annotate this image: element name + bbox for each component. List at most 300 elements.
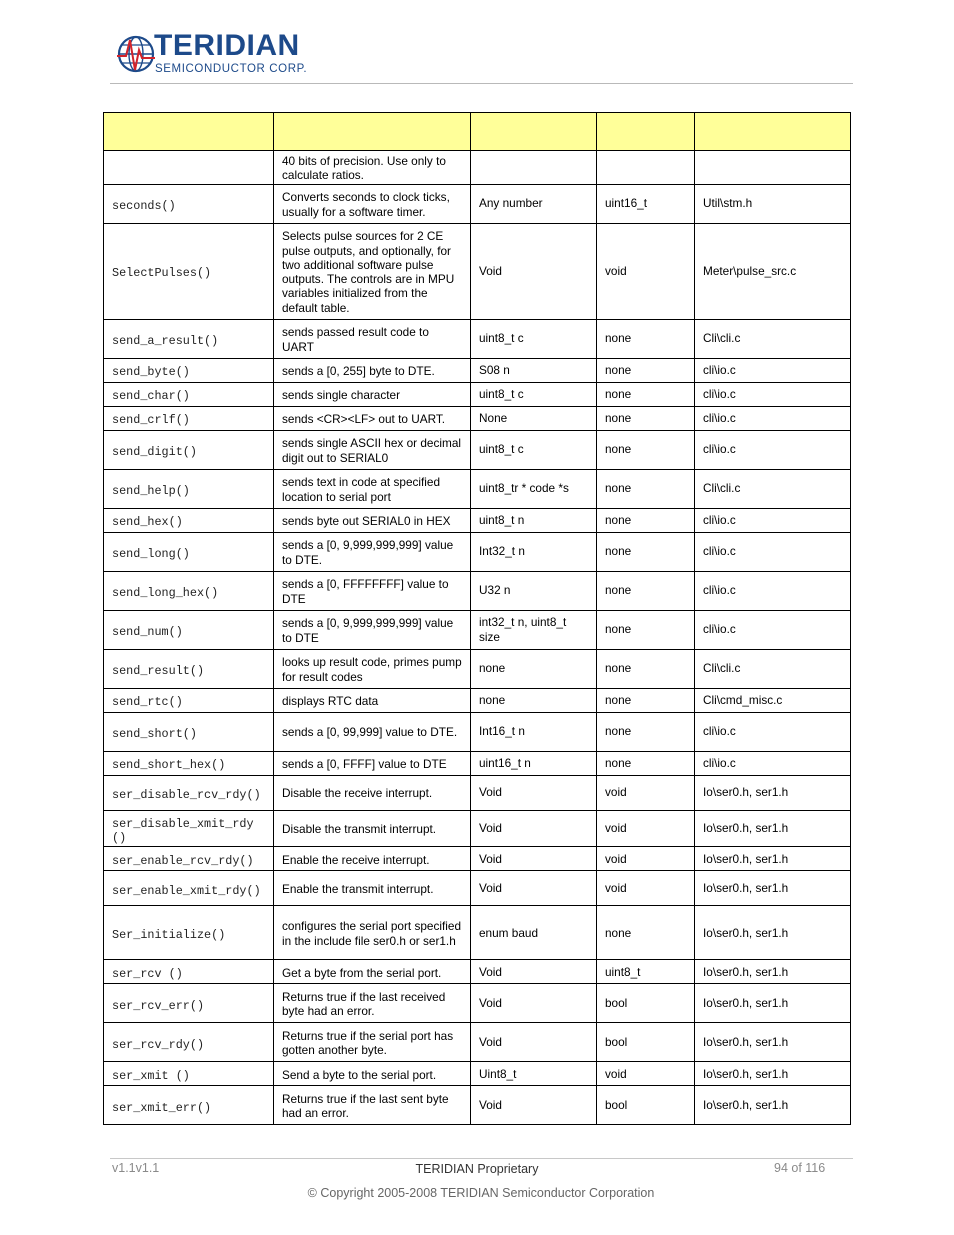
- source-file-text: cli\io.c: [703, 386, 736, 401]
- return-type-cell: [597, 382, 695, 406]
- return-type-text: bool: [605, 1098, 628, 1113]
- table-row: [104, 649, 851, 688]
- return-type-text: none: [605, 661, 632, 676]
- return-type-text: none: [605, 544, 632, 559]
- source-file-text: Cli\cmd_misc.c: [703, 692, 783, 707]
- footer-copyright: © Copyright 2005-2008 TERIDIAN Semiconductor Corporation: [307, 1186, 655, 1200]
- return-type-text: none: [605, 724, 632, 739]
- table-row: [104, 469, 851, 508]
- description-cell: [274, 960, 471, 984]
- source-file-cell: [695, 532, 851, 571]
- parameters-text: Int16_t n: [479, 724, 525, 739]
- function-name-cell: [104, 223, 274, 319]
- description-cell: [274, 469, 471, 508]
- parameters-cell: [471, 871, 597, 906]
- function-name-cell: [104, 571, 274, 610]
- source-file-text: Cli\cli.c: [703, 331, 741, 346]
- description-cell: [274, 984, 471, 1023]
- function-name-text: ser_rcv (): [112, 967, 183, 982]
- return-type-cell: [597, 984, 695, 1023]
- return-type-cell: [597, 1062, 695, 1086]
- description-cell: [274, 751, 471, 775]
- source-file-text: Cli\cli.c: [703, 481, 741, 496]
- return-type-text: uint8_t: [605, 964, 641, 979]
- table-row: [104, 382, 851, 406]
- function-name-text: Ser_initialize(): [112, 928, 226, 943]
- parameters-cell: [471, 382, 597, 406]
- source-file-text: cli\io.c: [703, 622, 736, 637]
- description-text: sends a [0, FFFFFFFF] value to DTE: [282, 577, 449, 606]
- function-name-text: send_help(): [112, 483, 190, 498]
- return-type-text: void: [605, 785, 627, 800]
- description-cell: [274, 871, 471, 906]
- description-text: sends single character: [282, 387, 401, 402]
- parameters-text: uint16_t n: [479, 755, 531, 770]
- parameters-cell: [471, 960, 597, 984]
- source-file-cell: [695, 469, 851, 508]
- source-file-cell: [695, 871, 851, 906]
- function-name-text: ser_disable_rcv_rdy(): [112, 787, 261, 802]
- footer-proprietary: TERIDIAN Proprietary: [415, 1162, 539, 1176]
- return-type-cell: [597, 508, 695, 532]
- function-name-cell: [104, 184, 274, 223]
- parameters-cell: [471, 1086, 597, 1125]
- description-cell: [274, 649, 471, 688]
- source-file-text: Io\ser0.h, ser1.h: [703, 785, 789, 800]
- parameters-text: Uint8_t: [479, 1066, 517, 1081]
- return-type-cell: [597, 688, 695, 712]
- function-name-cell: [104, 610, 274, 649]
- description-cell: [274, 610, 471, 649]
- description-cell: [274, 406, 471, 430]
- parameters-text: none: [479, 661, 506, 676]
- description-text: sends <CR><LF> out to UART.: [282, 411, 446, 426]
- source-file-text: Cli\cli.c: [703, 661, 741, 676]
- function-name-text: ser_xmit_err(): [112, 1100, 212, 1115]
- function-name-text: send_long_hex(): [112, 585, 219, 600]
- return-type-text: void: [605, 851, 627, 866]
- parameters-cell: [471, 358, 597, 382]
- description-cell: [274, 688, 471, 712]
- return-type-cell: [597, 810, 695, 847]
- table-row: [104, 508, 851, 532]
- table-row: [104, 151, 851, 185]
- table-row: [104, 1086, 851, 1125]
- source-file-cell: [695, 649, 851, 688]
- table-row: [104, 810, 851, 847]
- source-file-cell: [695, 406, 851, 430]
- function-name-cell: [104, 532, 274, 571]
- header-cell: [274, 113, 471, 151]
- description-text: Enable the receive interrupt.: [282, 852, 430, 867]
- source-file-text: Io\ser0.h, ser1.h: [703, 1098, 789, 1113]
- function-name-cell: [104, 712, 274, 751]
- description-cell: [274, 847, 471, 871]
- description-text: Returns true if the serial port has gotten another byte.: [282, 1028, 454, 1058]
- source-file-text: Io\ser0.h, ser1.h: [703, 964, 789, 979]
- parameters-cell: [471, 469, 597, 508]
- table-row: [104, 184, 851, 223]
- function-name-text: send_short(): [112, 726, 197, 741]
- table-row: [104, 571, 851, 610]
- function-name-cell: [104, 1086, 274, 1125]
- description-text: sends byte out SERIAL0 in HEX: [282, 513, 451, 528]
- description-cell: [274, 906, 471, 960]
- parameters-cell: [471, 906, 597, 960]
- description-text: Get a byte from the serial port.: [282, 965, 442, 980]
- description-text: sends text in code at specified location to serial port: [282, 475, 441, 504]
- parameters-cell: [471, 508, 597, 532]
- description-text: Disable the transmit interrupt.: [282, 822, 437, 837]
- source-file-text: Io\ser0.h, ser1.h: [703, 851, 789, 866]
- return-type-text: none: [605, 925, 632, 940]
- function-reference-table: [103, 112, 851, 1125]
- parameters-cell: [471, 223, 597, 319]
- function-name-text: ser_disable_xmit_rdy(): [112, 816, 254, 845]
- return-type-cell: [597, 223, 695, 319]
- source-file-cell: [695, 847, 851, 871]
- description-cell: [274, 223, 471, 319]
- parameters-cell: [471, 712, 597, 751]
- function-name-text: ser_rcv_rdy(): [112, 1037, 205, 1052]
- function-name-cell: [104, 1023, 274, 1062]
- description-text: sends a [0, 99,999] value to DTE.: [282, 725, 458, 740]
- function-name-cell: [104, 151, 274, 185]
- brand-name: TERIDIAN: [154, 29, 300, 62]
- source-file-cell: [695, 906, 851, 960]
- function-name-cell: [104, 688, 274, 712]
- function-name-cell: [104, 751, 274, 775]
- return-type-text: none: [605, 442, 632, 457]
- parameters-cell: [471, 406, 597, 430]
- source-file-cell: [695, 382, 851, 406]
- function-name-text: send_crlf(): [112, 413, 190, 428]
- function-name-text: ser_rcv_err(): [112, 998, 205, 1013]
- return-type-text: none: [605, 583, 632, 598]
- return-type-text: none: [605, 622, 632, 637]
- description-text: configures the serial port specified in the include file ser0.h or ser1.h: [282, 919, 462, 948]
- parameters-cell: [471, 1023, 597, 1062]
- header-cell: [104, 113, 274, 151]
- function-name-text: send_num(): [112, 624, 183, 639]
- return-type-cell: [597, 430, 695, 469]
- table-row: [104, 688, 851, 712]
- source-file-cell: [695, 610, 851, 649]
- description-text: sends a [0, 255] byte to DTE.: [282, 363, 435, 378]
- parameters-cell: [471, 610, 597, 649]
- description-cell: [274, 532, 471, 571]
- function-name-cell: [104, 382, 274, 406]
- source-file-cell: [695, 1062, 851, 1086]
- function-name-cell: [104, 649, 274, 688]
- source-file-text: cli\io.c: [703, 410, 736, 425]
- parameters-cell: [471, 984, 597, 1023]
- source-file-text: Meter\pulse_src.c: [703, 263, 797, 278]
- parameters-text: uint8_t c: [479, 331, 524, 346]
- function-name-text: SelectPulses(): [112, 266, 212, 281]
- return-type-text: none: [605, 755, 632, 770]
- table-row: [104, 1023, 851, 1062]
- source-file-cell: [695, 151, 851, 185]
- parameters-text: Void: [479, 964, 502, 979]
- parameters-text: uint8_t n: [479, 512, 525, 527]
- return-type-text: void: [605, 821, 627, 836]
- return-type-cell: [597, 151, 695, 185]
- function-name-text: send_rtc(): [112, 695, 183, 710]
- table-row: [104, 223, 851, 319]
- source-file-text: cli\io.c: [703, 755, 736, 770]
- return-type-cell: [597, 1086, 695, 1125]
- table-row: [104, 406, 851, 430]
- function-name-text: send_result(): [112, 663, 205, 678]
- source-file-cell: [695, 751, 851, 775]
- return-type-text: none: [605, 481, 632, 496]
- return-type-cell: [597, 571, 695, 610]
- function-name-text: send_long(): [112, 546, 190, 561]
- parameters-cell: [471, 775, 597, 810]
- return-type-text: void: [605, 1066, 627, 1081]
- footer-divider: [110, 1158, 853, 1159]
- parameters-cell: [471, 571, 597, 610]
- description-text: sends single ASCII hex or decimal digit out to SERIAL0: [282, 436, 462, 465]
- table-row: [104, 532, 851, 571]
- return-type-text: bool: [605, 996, 628, 1011]
- footer-version: v1.1v1.1: [112, 1161, 160, 1175]
- description-text: looks up result code, primes pump for result codes: [282, 655, 462, 684]
- return-type-cell: [597, 712, 695, 751]
- description-text: Returns true if the last sent byte had an error.: [282, 1091, 449, 1121]
- parameters-cell: [471, 151, 597, 185]
- function-name-cell: [104, 984, 274, 1023]
- source-file-text: Util\stm.h: [703, 196, 753, 211]
- parameters-cell: [471, 319, 597, 358]
- description-text: 40 bits of precision. Use only to calculate ratios.: [282, 154, 446, 183]
- function-name-text: send_a_result(): [112, 333, 219, 348]
- source-file-cell: [695, 223, 851, 319]
- parameters-text: Void: [479, 851, 502, 866]
- teridian-globe-logo-icon: [116, 32, 156, 76]
- parameters-text: Any number: [479, 196, 543, 211]
- parameters-text: uint8_t c: [479, 442, 524, 457]
- description-cell: [274, 775, 471, 810]
- parameters-text: none: [479, 692, 506, 707]
- description-cell: [274, 712, 471, 751]
- table-row: [104, 960, 851, 984]
- header-cell: [471, 113, 597, 151]
- source-file-text: Io\ser0.h, ser1.h: [703, 925, 789, 940]
- table-row: [104, 358, 851, 382]
- company-logo: [116, 29, 326, 80]
- return-type-cell: [597, 532, 695, 571]
- source-file-text: cli\io.c: [703, 544, 736, 559]
- function-name-cell: [104, 906, 274, 960]
- return-type-cell: [597, 751, 695, 775]
- table-row: [104, 712, 851, 751]
- table-row: [104, 751, 851, 775]
- function-name-cell: [104, 358, 274, 382]
- return-type-text: none: [605, 512, 632, 527]
- source-file-cell: [695, 810, 851, 847]
- footer-page-number: 94 of 116: [774, 1161, 826, 1175]
- function-name-text: [112, 165, 265, 170]
- return-type-cell: [597, 610, 695, 649]
- function-name-cell: [104, 871, 274, 906]
- return-type-cell: [597, 775, 695, 810]
- parameters-text: uint8_tr * code *s: [479, 481, 569, 496]
- function-name-text: seconds(): [112, 198, 176, 213]
- description-text: Disable the receive interrupt.: [282, 786, 433, 801]
- table-row: [104, 906, 851, 960]
- parameters-cell: [471, 751, 597, 775]
- source-file-cell: [695, 712, 851, 751]
- description-cell: [274, 151, 471, 185]
- table-row: [104, 1062, 851, 1086]
- function-name-cell: [104, 406, 274, 430]
- parameters-text: Void: [479, 881, 502, 896]
- description-text: Send a byte to the serial port.: [282, 1067, 437, 1082]
- description-cell: [274, 810, 471, 847]
- parameters-text: enum baud: [479, 925, 539, 940]
- source-file-text: Io\ser0.h, ser1.h: [703, 821, 789, 836]
- description-cell: [274, 1023, 471, 1062]
- description-text: sends a [0, 9,999,999,999] value to DTE: [282, 616, 454, 645]
- table-row: [104, 871, 851, 906]
- header-cell: [695, 113, 851, 151]
- function-name-cell: [104, 847, 274, 871]
- source-file-text: Io\ser0.h, ser1.h: [703, 1066, 789, 1081]
- parameters-cell: [471, 430, 597, 469]
- description-cell: [274, 571, 471, 610]
- description-cell: [274, 508, 471, 532]
- function-name-text: ser_enable_xmit_rdy(): [112, 883, 261, 898]
- return-type-text: none: [605, 331, 632, 346]
- parameters-text: uint8_t c: [479, 386, 524, 401]
- parameters-text: Void: [479, 263, 502, 278]
- return-type-cell: [597, 319, 695, 358]
- parameters-cell: [471, 688, 597, 712]
- source-file-cell: [695, 1086, 851, 1125]
- return-type-cell: [597, 906, 695, 960]
- description-text: sends a [0, 9,999,999,999] value to DTE.: [282, 538, 454, 567]
- description-text: sends passed result code to UART: [282, 325, 429, 354]
- header-divider: [110, 83, 853, 84]
- source-file-cell: [695, 184, 851, 223]
- description-text: sends a [0, FFFF] value to DTE: [282, 756, 447, 771]
- table-row: [104, 984, 851, 1023]
- source-file-cell: [695, 319, 851, 358]
- source-file-text: cli\io.c: [703, 362, 736, 377]
- function-name-cell: [104, 1062, 274, 1086]
- function-name-text: ser_xmit (): [112, 1069, 190, 1084]
- return-type-cell: [597, 358, 695, 382]
- function-name-cell: [104, 430, 274, 469]
- source-file-text: Io\ser0.h, ser1.h: [703, 996, 789, 1011]
- function-name-cell: [104, 960, 274, 984]
- brand-subtitle: SEMICONDUCTOR CORP.: [155, 63, 308, 75]
- header-cell: [597, 113, 695, 151]
- parameters-text: Void: [479, 785, 502, 800]
- return-type-cell: [597, 847, 695, 871]
- function-name-cell: [104, 508, 274, 532]
- function-name-cell: [104, 319, 274, 358]
- return-type-text: void: [605, 881, 627, 896]
- description-text: Returns true if the last received byte had an error.: [282, 989, 446, 1019]
- return-type-cell: [597, 649, 695, 688]
- description-cell: [274, 1062, 471, 1086]
- source-file-cell: [695, 1023, 851, 1062]
- parameters-cell: [471, 532, 597, 571]
- parameters-cell: [471, 1062, 597, 1086]
- return-type-cell: [597, 1023, 695, 1062]
- source-file-text: Io\ser0.h, ser1.h: [703, 1035, 789, 1050]
- description-cell: [274, 430, 471, 469]
- function-name-text: send_short_hex(): [112, 758, 226, 773]
- parameters-text: U32 n: [479, 583, 511, 598]
- table-row: [104, 847, 851, 871]
- return-type-text: uint16_t: [605, 196, 647, 211]
- description-text: Converts seconds to clock ticks, usually for a software timer.: [282, 190, 450, 219]
- description-cell: [274, 184, 471, 223]
- function-name-text: send_char(): [112, 389, 190, 404]
- description-text: displays RTC data: [282, 693, 379, 708]
- source-file-cell: [695, 688, 851, 712]
- table-row: [104, 319, 851, 358]
- description-cell: [274, 382, 471, 406]
- source-file-cell: [695, 571, 851, 610]
- source-file-text: cli\io.c: [703, 512, 736, 527]
- parameters-cell: [471, 184, 597, 223]
- parameters-cell: [471, 810, 597, 847]
- source-file-cell: [695, 775, 851, 810]
- return-type-cell: [597, 960, 695, 984]
- function-name-cell: [104, 810, 274, 847]
- return-type-cell: [597, 469, 695, 508]
- table-row: [104, 610, 851, 649]
- description-cell: [274, 1086, 471, 1125]
- parameters-text: None: [479, 410, 508, 425]
- function-name-text: ser_enable_rcv_rdy(): [112, 854, 254, 869]
- return-type-text: bool: [605, 1035, 628, 1050]
- source-file-text: cli\io.c: [703, 724, 736, 739]
- function-name-text: send_digit(): [112, 444, 197, 459]
- function-name-text: send_byte(): [112, 365, 190, 380]
- return-type-text: void: [605, 263, 627, 278]
- source-file-cell: [695, 960, 851, 984]
- return-type-text: none: [605, 692, 632, 707]
- source-file-cell: [695, 984, 851, 1023]
- description-cell: [274, 358, 471, 382]
- return-type-cell: [597, 406, 695, 430]
- return-type-cell: [597, 184, 695, 223]
- table-row: [104, 775, 851, 810]
- source-file-cell: [695, 430, 851, 469]
- description-text: Enable the transmit interrupt.: [282, 882, 434, 897]
- table-row: [104, 430, 851, 469]
- return-type-text: none: [605, 386, 632, 401]
- return-type-text: none: [605, 410, 632, 425]
- parameters-cell: [471, 847, 597, 871]
- source-file-text: Io\ser0.h, ser1.h: [703, 881, 789, 896]
- parameters-text: Int32_t n: [479, 544, 525, 559]
- source-file-cell: [695, 508, 851, 532]
- source-file-cell: [695, 358, 851, 382]
- description-cell: [274, 319, 471, 358]
- parameters-text: Void: [479, 1035, 502, 1050]
- table-header-row: [104, 113, 851, 151]
- parameters-text: int32_t n, uint8_t size: [479, 615, 567, 644]
- return-type-text: none: [605, 362, 632, 377]
- function-name-text: send_hex(): [112, 515, 183, 530]
